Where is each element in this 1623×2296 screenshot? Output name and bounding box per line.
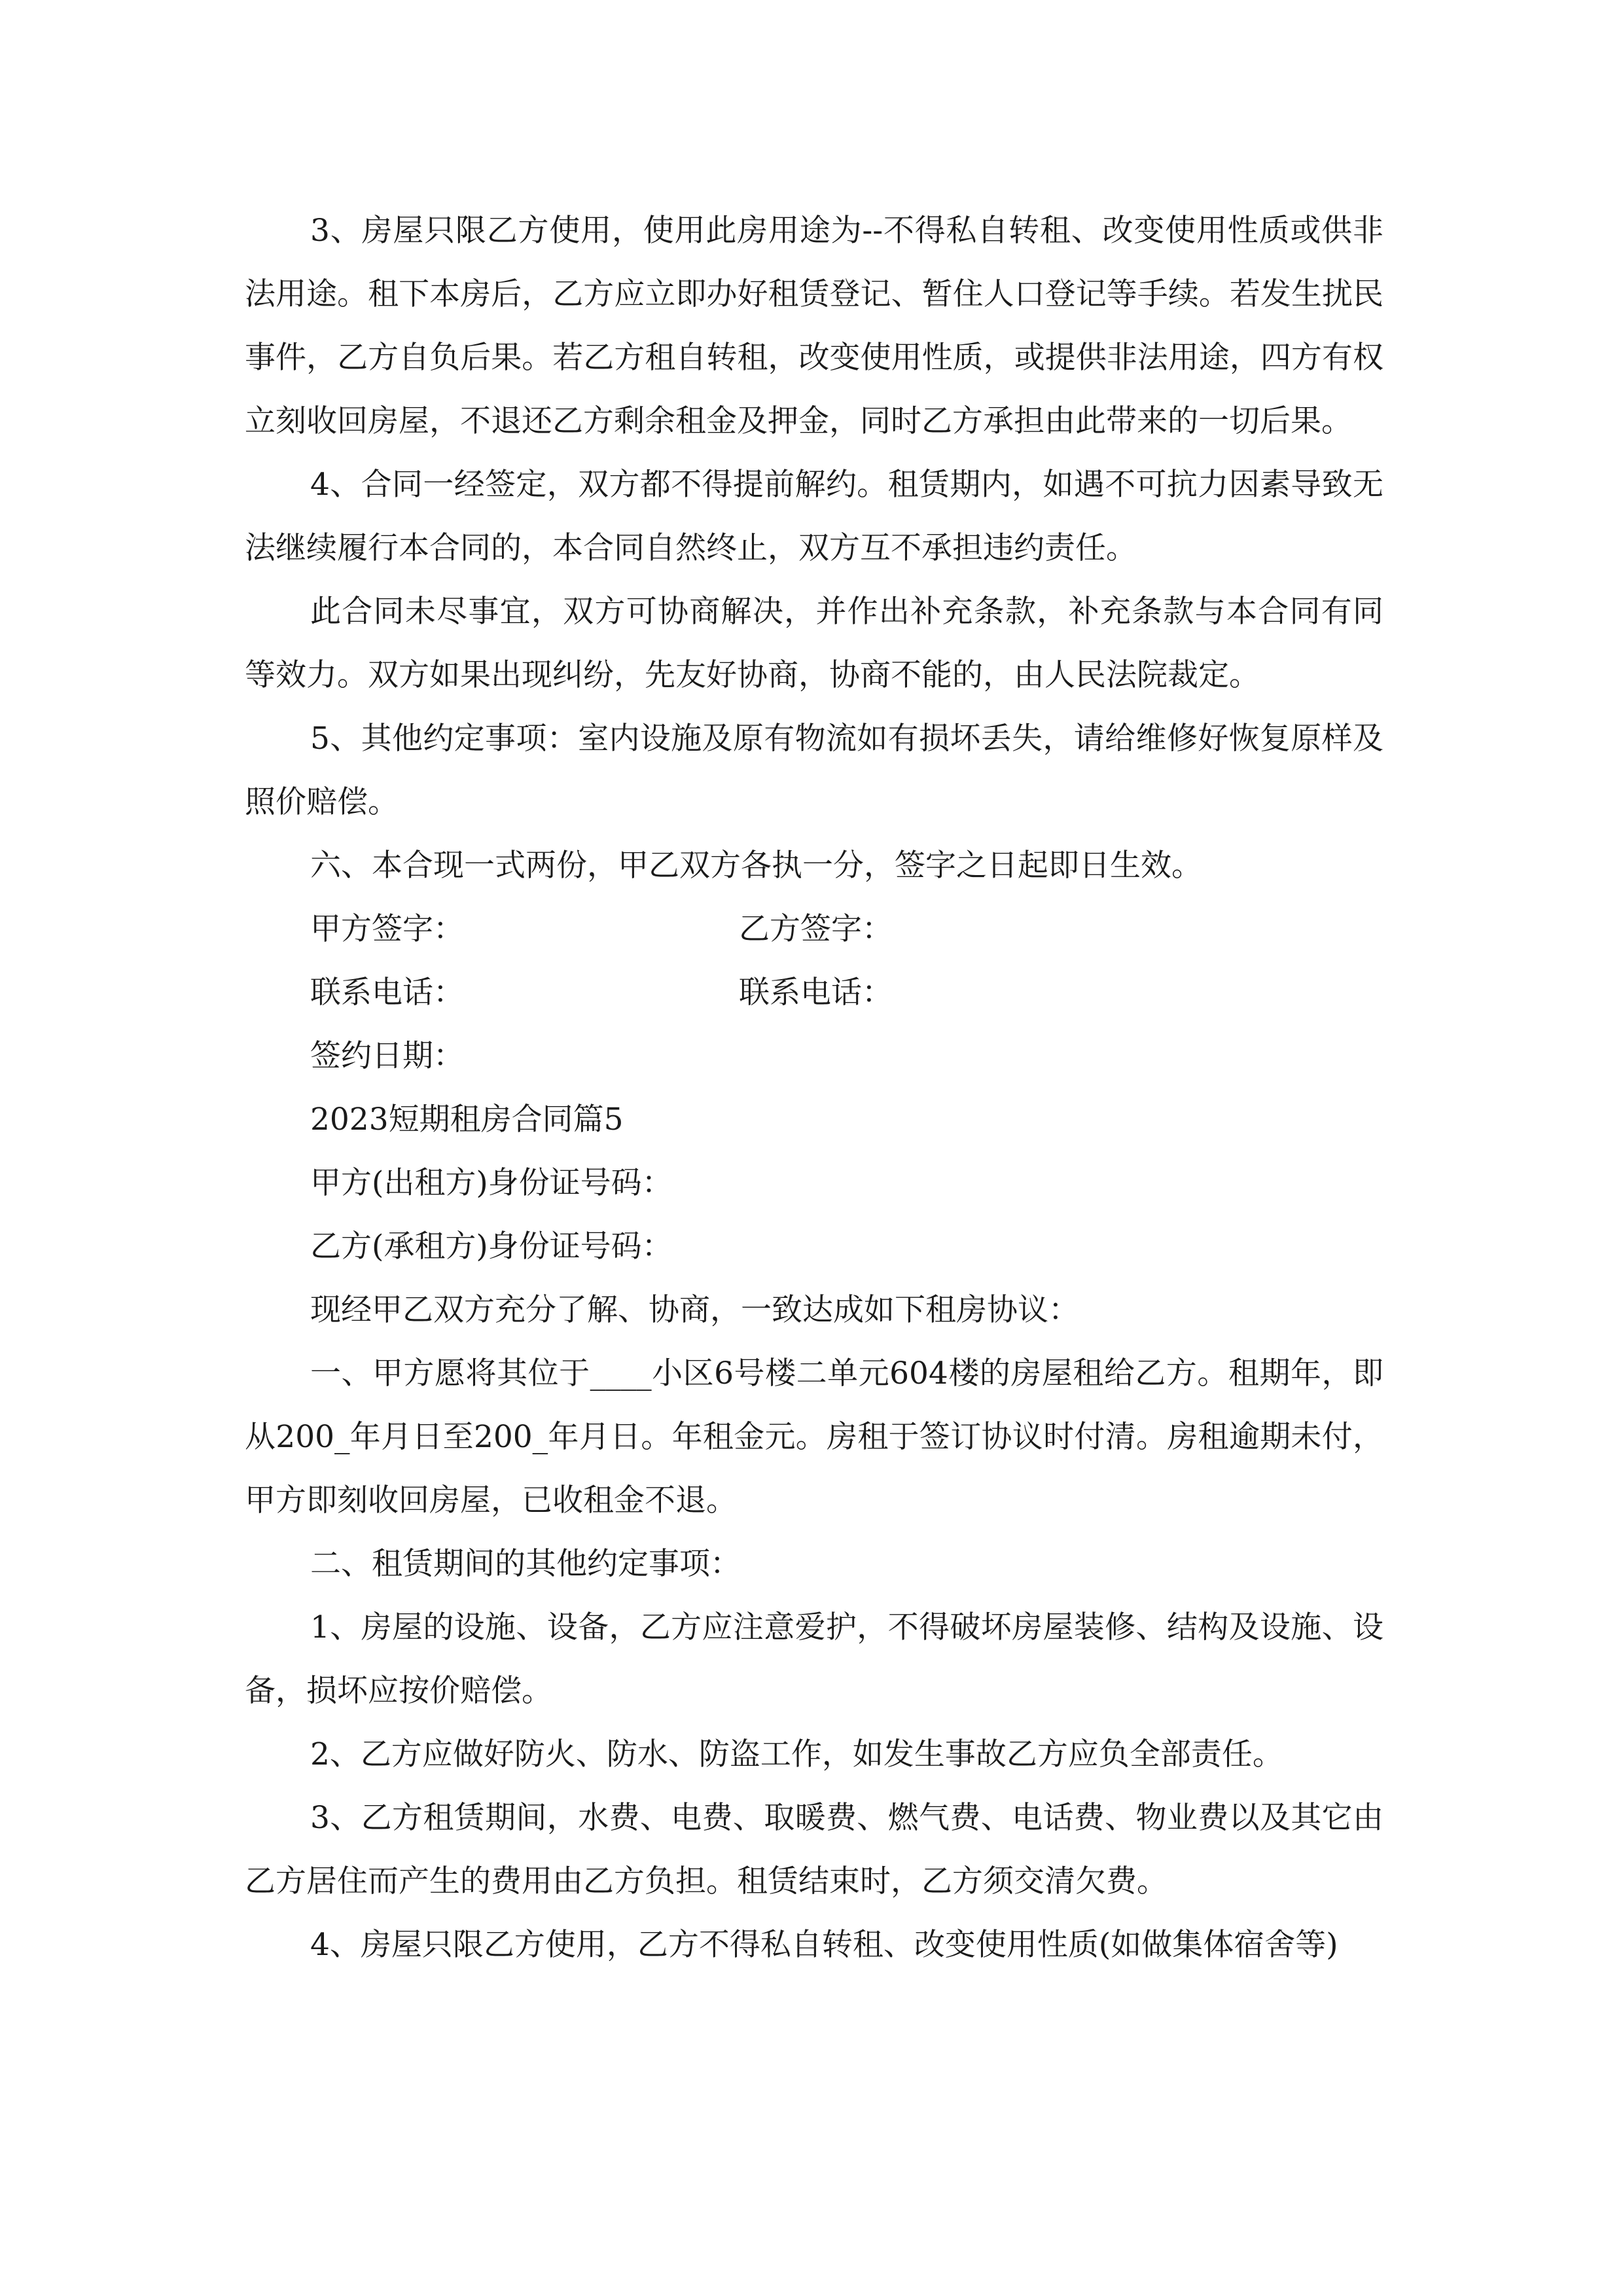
date-row	[245, 1024, 1383, 1088]
clause-paragraph: 2、乙方应做好防火、防水、防盗工作，如发生事故乙方应负全部责任。	[310, 1736, 1283, 1772]
clause-paragraph: 现经甲乙双方充分了解、协商，一致达成如下租房协议：	[310, 1292, 1079, 1328]
clause-paragraph: 4、合同一经签定，双方都不得提前解约。租赁期内，如遇不可抗力因素导致无法继续履行本合同的，本合同自然终止，双方互不承担违约责任。	[245, 467, 1383, 566]
clause-paragraph: 二、租赁期间的其他约定事项：	[310, 1546, 741, 1582]
party-a-phone-label: 联系电话：	[310, 975, 464, 1011]
clause-paragraph: 一、甲方愿将其位于____小区6号楼二单元604楼的房屋租给乙方。租期年，即从200_年月日至200_年月日。年租金元。房租于签订协议时付清。房租逾期未付，甲方即刻收回房屋，已收租金不退。	[245, 1355, 1383, 1518]
clause-paragraph: 1、房屋的设施、设备，乙方应注意爱护，不得破坏房屋装修、结构及设施、设备，损坏应按价赔偿。	[245, 1609, 1383, 1709]
party-b-signature-label: 乙方签字：	[739, 911, 893, 947]
clause-paragraph: 5、其他约定事项：室内设施及原有物流如有损坏丢失，请给维修好恢复原样及照价赔偿。	[245, 721, 1383, 820]
clause-paragraph: 六、本合现一式两份，甲乙双方各执一分，签字之日起即日生效。	[310, 848, 1202, 884]
document-body	[245, 199, 1383, 1977]
section-title: 2023短期租房合同篇5	[310, 1102, 624, 1138]
clause-paragraph: 此合同未尽事宜，双方可协商解决，并作出补充条款，补充条款与本合同有同等效力。双方如果出现纠纷，先友好协商，协商不能的，由人民法院裁定。	[245, 594, 1383, 693]
clause-paragraph: 乙方(承租方)身份证号码：	[310, 1229, 673, 1265]
clause-paragraph: 3、乙方租赁期间，水费、电费、取暖费、燃气费、电话费、物业费以及其它由乙方居住而产生的费用由乙方负担。租赁结束时，乙方须交清欠费。	[245, 1800, 1383, 1899]
clause-paragraph: 4、房屋只限乙方使用，乙方不得私自转租、改变使用性质(如做集体宿舍等)	[310, 1927, 1338, 1963]
phone-row	[245, 961, 1383, 1024]
clause-paragraph: 3、房屋只限乙方使用，使用此房用途为--不得私自转租、改变使用性质或供非法用途。租下本房后，乙方应立即办好租赁登记、暂住人口登记等手续。若发生扰民事件，乙方自负后果。若乙方租自转租，改变使用性质，或提供非法用途，四方有权立刻收回房屋，不退还乙方剩余租金及押金，同时乙方承担由此带来的一切后果。	[245, 213, 1383, 439]
party-b-phone-label: 联系电话：	[739, 975, 893, 1011]
sign-date-label: 签约日期：	[310, 1038, 464, 1074]
signature-row	[245, 897, 1383, 961]
party-a-signature-label: 甲方签字：	[310, 911, 464, 947]
clause-paragraph: 甲方(出租方)身份证号码：	[310, 1165, 673, 1201]
